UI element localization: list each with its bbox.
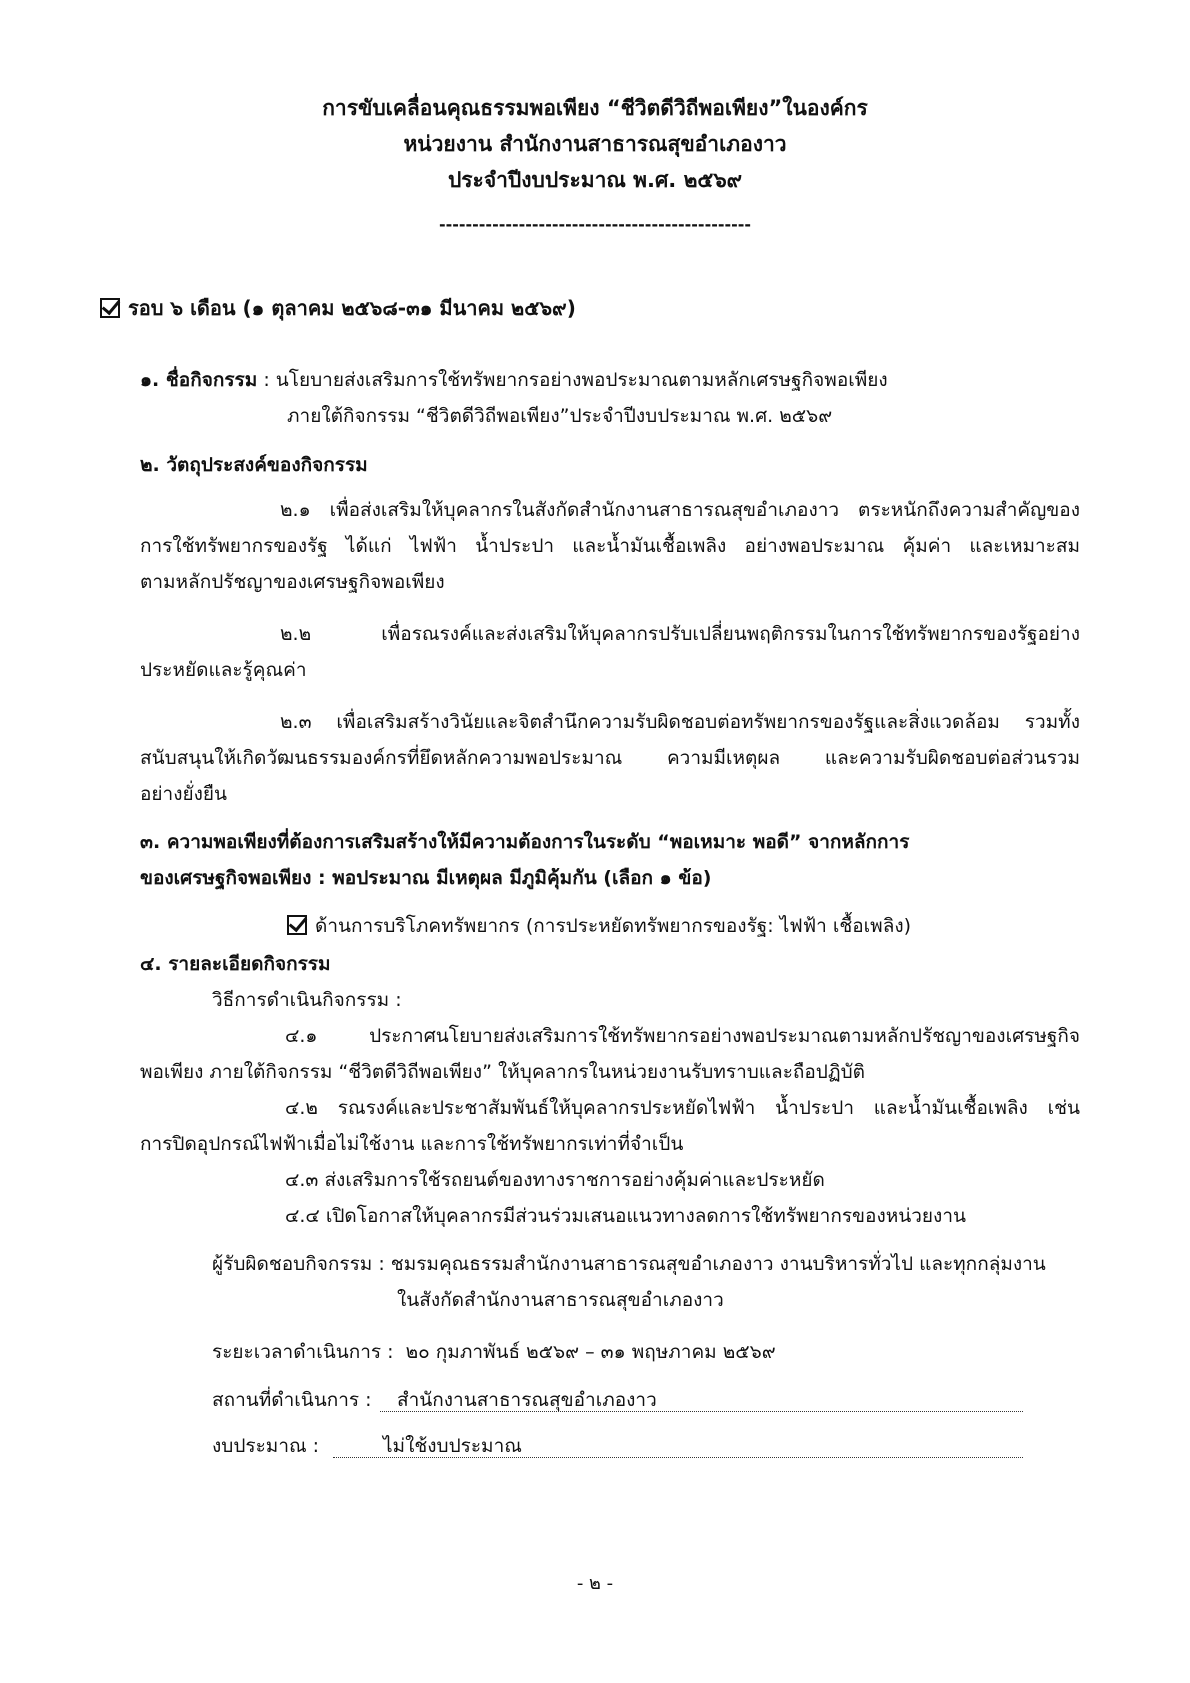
sufficiency-heading-line-2: ของเศรษฐกิจพอเพียง : พอประมาณ มีเหตุผล มีภูมิคุ้มกัน (เลือก ๑ ข้อ) [140, 867, 712, 889]
activity-name-line-2: ภายใต้กิจกรรม “ชีวิตดีวิถีพอเพียง”ประจำปีงบประมาณ พ.ศ. ๒๕๖๙ [287, 405, 833, 427]
period-label: ระยะเวลาดำเนินการ : [212, 1341, 394, 1363]
objective-1-line-1: ๒.๑ เพื่อส่งเสริมให้บุคลากรในสังกัดสำนักงานสาธารณสุขอำเภองาว ตระหนักถึงความสำคัญของ [280, 499, 1080, 521]
objective-3-line-1: ๒.๓ เพื่อเสริมสร้างวินัยและจิตสำนึกความรับผิดชอบต่อทรัพยากรของรัฐและสิ่งแวดล้อม รวมทั้ง [280, 711, 1080, 733]
responsible-line-1 [212, 1250, 1046, 1278]
round-heading [100, 294, 576, 322]
document-title [0, 90, 1190, 198]
page-number: - ๒ - [576, 1573, 614, 1594]
location-label: สถานที่ดำเนินการ : [212, 1389, 372, 1411]
objective-2-line-1: ๒.๒ เพื่อรณรงค์และส่งเสริมให้บุคลากรปรับเปลี่ยนพฤติกรรมในการใช้ทรัพยากรของรัฐอย่าง [280, 623, 1080, 645]
objective-3-line-2: สนับสนุนให้เกิดวัฒนธรรมองค์กรที่ยึดหลักความพอประมาณ ความมีเหตุผล และความรับผิดชอบต่อส่วนรวม [140, 747, 1080, 769]
objective-1-line-3: ตามหลักปรัชญาของเศรษฐกิจพอเพียง [140, 571, 445, 593]
activity-name-line-1 [140, 366, 888, 394]
budget-value: ไม่ใช้งบประมาณ [383, 1435, 522, 1457]
activity-name-value: นโยบายส่งเสริมการใช้ทรัพยากรอย่างพอประมาณตามหลักเศรษฐกิจพอเพียง [275, 369, 888, 391]
objectives-heading: ๒. วัตถุประสงค์ของกิจกรรม [140, 454, 368, 476]
detail-2-line-1: ๔.๒ รณรงค์และประชาสัมพันธ์ให้บุคลากรประหยัดไฟฟ้า น้ำประปา และน้ำมันเชื้อเพลิง เช่น [285, 1097, 1080, 1119]
period-row [212, 1338, 776, 1366]
activity-name-separator: : [257, 369, 276, 391]
separator-line: ----------------------------------------------- [438, 215, 752, 234]
objective-1-line-2: การใช้ทรัพยากรของรัฐ ได้แก่ ไฟฟ้า น้ำประปา และน้ำมันเชื้อเพลิง อย่างพอประมาณ คุ้มค่า และเหมาะสม [140, 535, 1080, 557]
details-heading: ๔. รายละเอียดกิจกรรม [140, 953, 331, 975]
detail-1-line-1: ๔.๑ ประกาศนโยบายส่งเสริมการใช้ทรัพยากรอย่างพอประมาณตามหลักปรัชญาของเศรษฐกิจ [285, 1025, 1080, 1047]
detail-4: ๔.๔ เปิดโอกาสให้บุคลากรมีส่วนร่วมเสนอแนวทางลดการใช้ทรัพยากรของหน่วยงาน [285, 1205, 966, 1227]
detail-3: ๔.๓ ส่งเสริมการใช้รถยนต์ของทางราชการอย่างคุ้มค่าและประหยัด [285, 1169, 825, 1191]
checkbox-checked-icon [100, 298, 120, 318]
responsible-value: ชมรมคุณธรรมสำนักงานสาธารณสุขอำเภองาว งานบริหารทั่วไป และทุกกลุ่มงาน [390, 1253, 1046, 1275]
activity-name-label: ๑. ชื่อกิจกรรม [140, 369, 258, 391]
sufficiency-option [287, 912, 911, 940]
title-line-2: หน่วยงาน สำนักงานสาธารณสุขอำเภองาว [403, 132, 787, 156]
location-value: สำนักงานสาธารณสุขอำเภองาว [397, 1389, 657, 1411]
round-label: รอบ ๖ เดือน (๑ ตุลาคม ๒๕๖๘-๓๑ มีนาคม ๒๕๖๙) [128, 296, 576, 320]
period-value: ๒๐ กุมภาพันธ์ ๒๕๖๙ – ๓๑ พฤษภาคม ๒๕๖๙ [405, 1341, 776, 1363]
budget-label: งบประมาณ : [212, 1435, 320, 1457]
sufficiency-heading-line-1: ๓. ความพอเพียงที่ต้องการเสริมสร้างให้มีความต้องการในระดับ “พอเหมาะ พอดี” จากหลักการ [140, 831, 910, 853]
location-row [212, 1386, 372, 1414]
checkbox-checked-icon [287, 915, 307, 935]
budget-row [212, 1432, 319, 1460]
detail-1-line-2: พอเพียง ภายใต้กิจกรรม “ชีวิตดีวิถีพอเพียง” ให้บุคลากรในหน่วยงานรับทราบและถือปฏิบัติ [140, 1061, 866, 1083]
objective-3-line-3: อย่างยั่งยืน [140, 783, 228, 805]
objective-2-line-2: ประหยัดและรู้คุณค่า [140, 659, 307, 681]
title-line-3: ประจำปีงบประมาณ พ.ศ. ๒๕๖๙ [447, 168, 743, 192]
responsible-line-2: ในสังกัดสำนักงานสาธารณสุขอำเภองาว [397, 1289, 724, 1311]
detail-2-line-2: การปิดอุปกรณ์ไฟฟ้าเมื่อไม่ใช้งาน และการใช้ทรัพยากรเท่าที่จำเป็น [140, 1133, 684, 1155]
responsible-label: ผู้รับผิดชอบกิจกรรม : [212, 1253, 391, 1275]
method-label: วิธีการดำเนินกิจกรรม : [212, 989, 402, 1011]
title-line-1: การขับเคลื่อนคุณธรรมพอเพียง “ชีวิตดีวิถีพอเพียง”ในองค์กร [322, 96, 868, 120]
sufficiency-option-label: ด้านการบริโภคทรัพยากร (การประหยัดทรัพยากรของรัฐ: ไฟฟ้า เชื้อเพลิง) [315, 915, 912, 937]
